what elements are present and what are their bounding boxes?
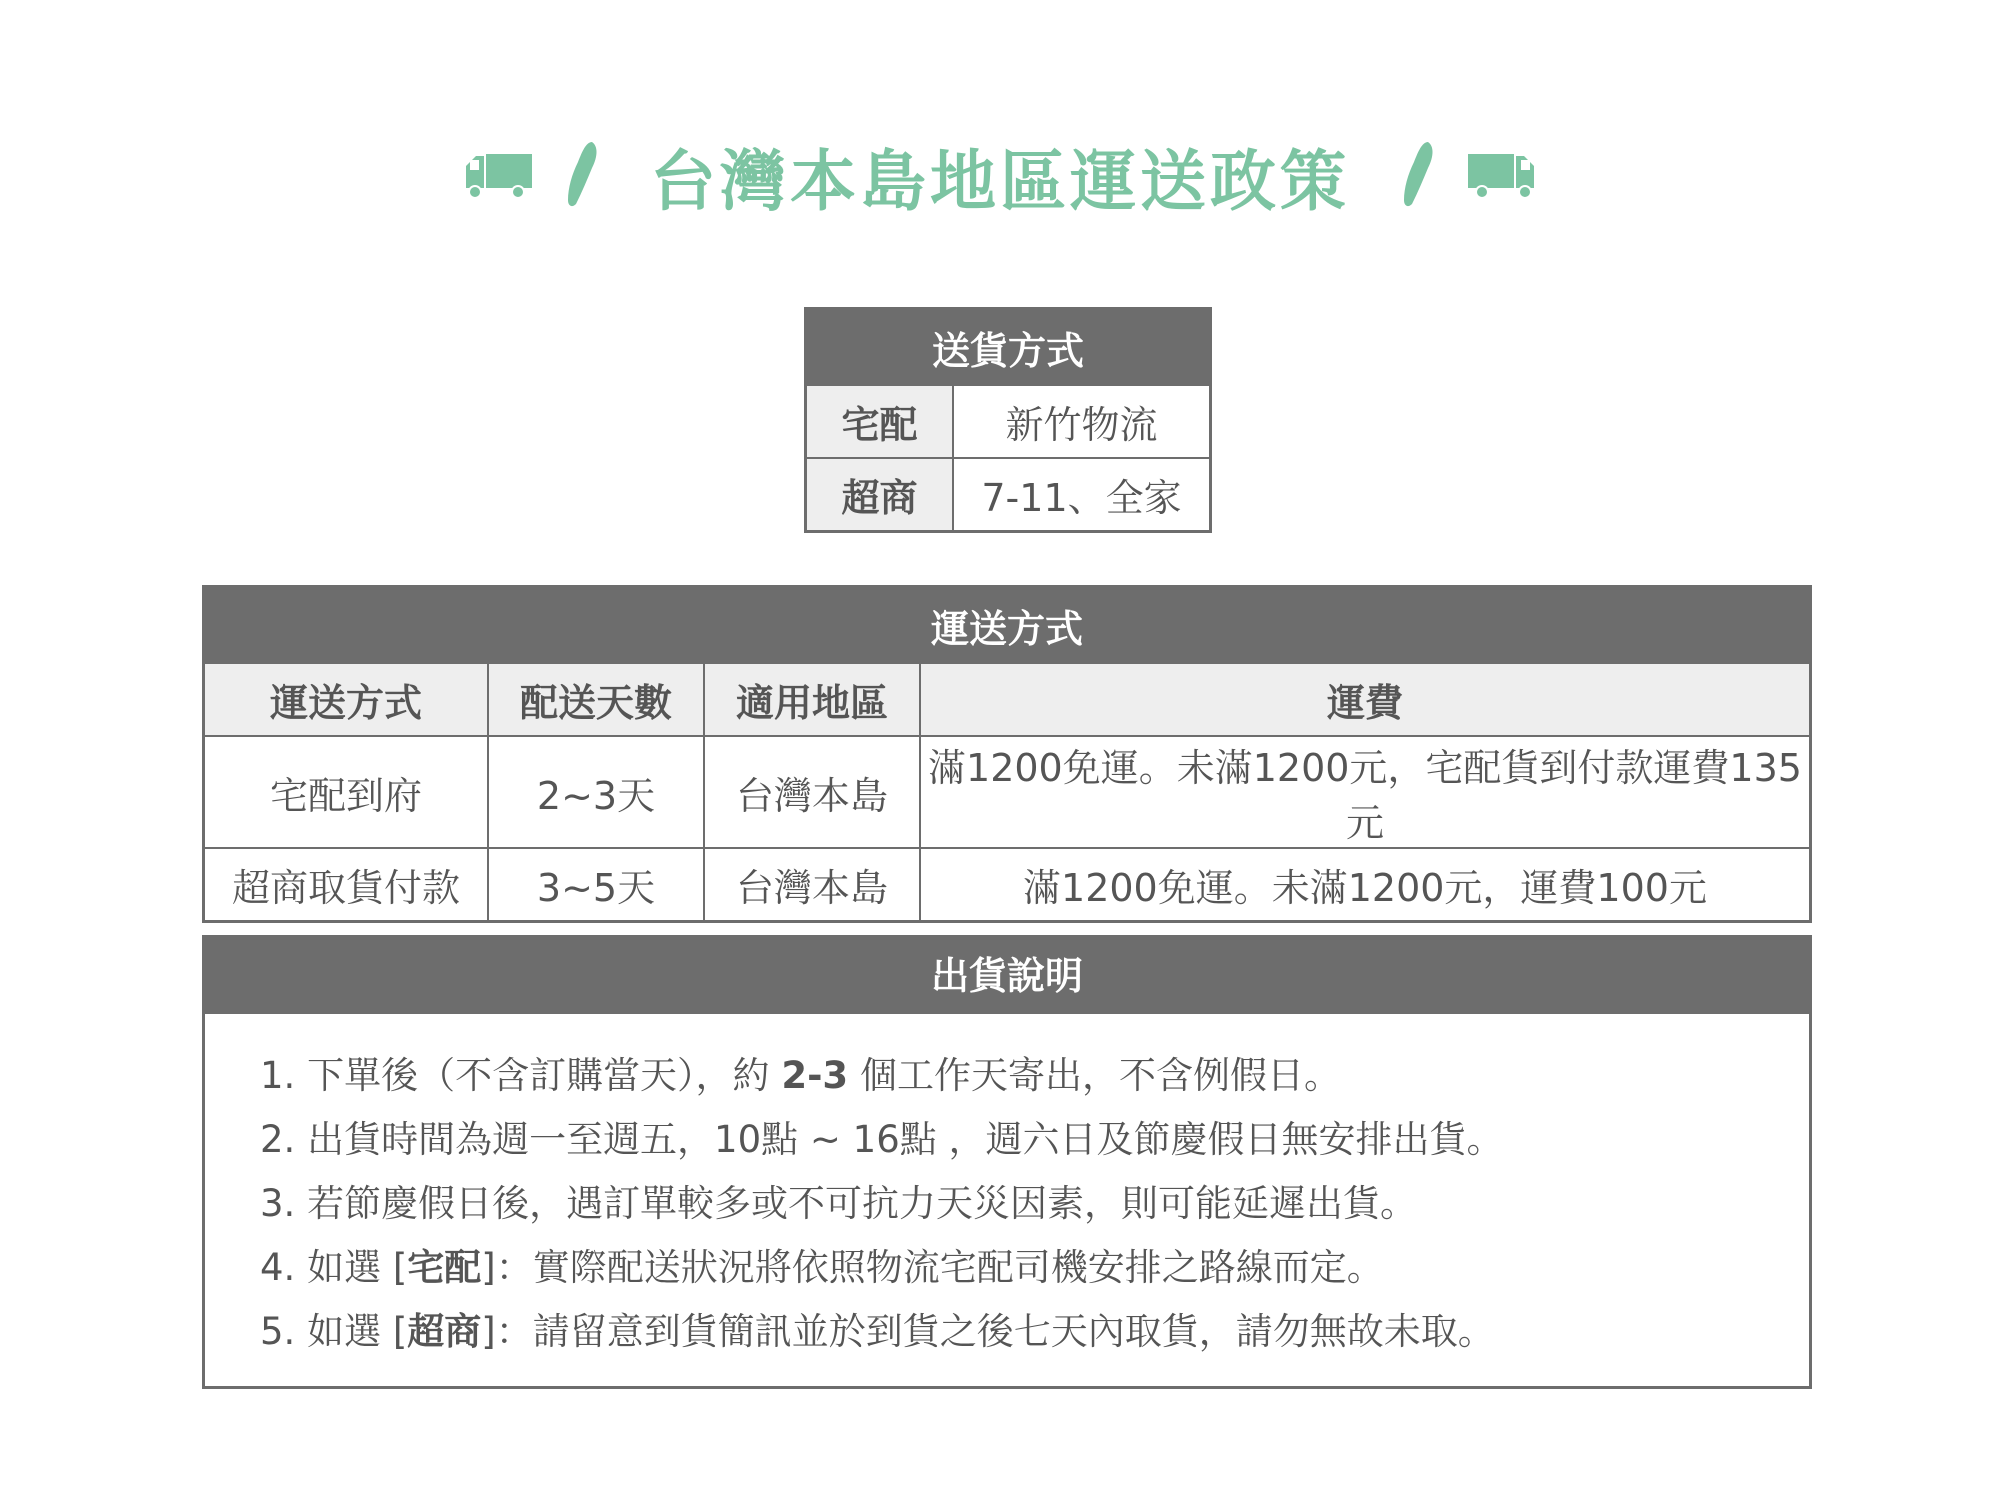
table-cell: 宅配到府 (204, 736, 489, 848)
taiwan-icon (562, 140, 602, 210)
delivery-label-home: 宅配 (806, 385, 954, 458)
table-cell: 滿1200免運。未滿1200元，宅配貨到付款運費135元 (920, 736, 1811, 848)
notes-list (205, 1014, 1809, 1364)
list-item: 5. 如選 [超商]：請留意到貨簡訊並於到貨之後七天內取貨，請勿無故未取。 (260, 1310, 1495, 1353)
table-row (806, 385, 1211, 458)
table-cell: 超商取貨付款 (204, 848, 489, 922)
table-row (806, 458, 1211, 532)
column-header-method: 運送方式 (204, 663, 489, 736)
delivery-table-heading: 送貨方式 (806, 309, 1211, 386)
page-title: 台灣本島地區運送政策 (650, 142, 1350, 220)
truck-icon (1466, 150, 1538, 200)
taiwan-icon (1398, 140, 1438, 210)
column-header-days: 配送天數 (488, 663, 704, 736)
delivery-label-store: 超商 (806, 458, 954, 532)
table-row (204, 736, 1811, 848)
notes-heading: 出貨說明 (205, 938, 1809, 1014)
truck-icon (462, 150, 534, 200)
list-item: 2. 出貨時間為週一至週五，10點 ~ 16點 ，週六日及節慶假日無安排出貨。 (260, 1118, 1504, 1161)
page-title-row (0, 130, 2000, 220)
delivery-value-store: 7-11、全家 (953, 458, 1211, 532)
table-cell: 2~3天 (488, 736, 704, 848)
delivery-method-table (804, 307, 1212, 533)
table-cell: 滿1200免運。未滿1200元，運費100元 (920, 848, 1811, 922)
column-header-fee: 運費 (920, 663, 1811, 736)
list-item: 4. 如選 [宅配]：實際配送狀況將依照物流宅配司機安排之路線而定。 (260, 1246, 1384, 1289)
table-cell: 台灣本島 (704, 848, 920, 922)
table-row (204, 848, 1811, 922)
list-item: 3. 若節慶假日後，遇訂單較多或不可抗力天災因素，則可能延遲出貨。 (260, 1182, 1418, 1225)
table-cell: 台灣本島 (704, 736, 920, 848)
list-item: 1. 下單後（不含訂購當天），約 2-3 個工作天寄出，不含例假日。 (260, 1054, 1341, 1097)
table-cell: 3~5天 (488, 848, 704, 922)
delivery-value-home: 新竹物流 (953, 385, 1211, 458)
column-header-region: 適用地區 (704, 663, 920, 736)
table-header-row (204, 663, 1811, 736)
shipping-notes-box (202, 935, 1812, 1389)
shipping-table-heading: 運送方式 (204, 587, 1811, 664)
shipping-method-table (202, 585, 1812, 923)
